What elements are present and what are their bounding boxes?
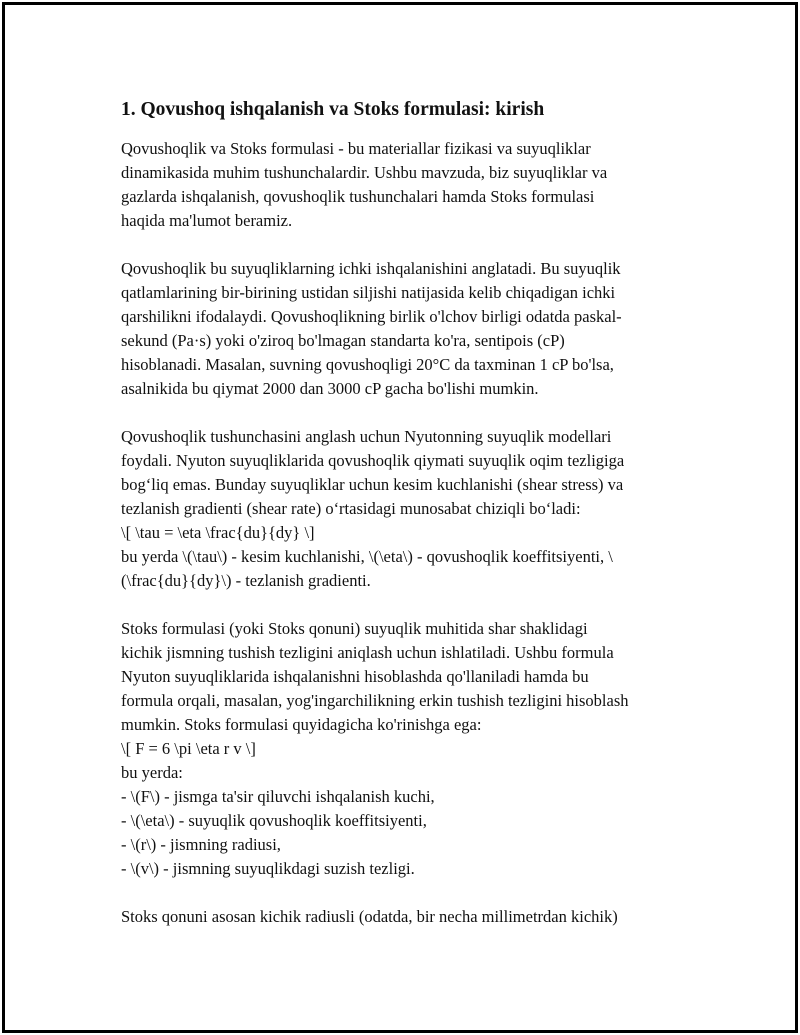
text-line: Qovushoqlik tushunchasini anglash uchun Nyutonning suyuqlik modellari xyxy=(121,427,612,446)
text-line: (\frac{du}{dy}\) - tezlanish gradienti. xyxy=(121,571,371,590)
text-line: \[ \tau = \eta \frac{du}{dy} \] xyxy=(121,523,315,542)
text-line: qarshilikni ifodalaydi. Qovushoqlikning birlik o'lchov birligi odatda paskal- xyxy=(121,307,622,326)
paragraph-1 xyxy=(121,137,696,233)
text-line: foydali. Nyuton suyuqliklarida qovushoqlik qiymati suyuqlik oqim tezligiga xyxy=(121,451,625,470)
text-line: gazlarda ishqalanish, qovushoqlik tushunchalari hamda Stoks formulasi xyxy=(121,187,595,206)
text-line: Qovushoqlik va Stoks formulasi - bu materiallar fizikasi va suyuqliklar xyxy=(121,139,591,158)
paragraph-4 xyxy=(121,617,696,881)
text-line: tezlanish gradienti (shear rate) o‘rtasidagi munosabat chiziqli bo‘ladi: xyxy=(121,499,581,518)
page-frame xyxy=(2,2,798,1033)
text-line: kichik jismning tushish tezligini aniqlash uchun ishlatiladi. Ushbu formula xyxy=(121,643,614,662)
text-line: qatlamlarining bir-birining ustidan siljishi natijasida kelib chiqadigan ichki xyxy=(121,283,616,302)
text-line: dinamikasida muhim tushunchalardir. Ushbu mavzuda, biz suyuqliklar va xyxy=(121,163,608,182)
text-line: Qovushoqlik bu suyuqliklarning ichki ishqalanishini anglatadi. Bu suyuqlik xyxy=(121,259,621,278)
paragraph-5 xyxy=(121,905,696,929)
paragraph-2 xyxy=(121,257,696,401)
text-line: \[ F = 6 \pi \eta r v \] xyxy=(121,739,256,758)
text-line: formula orqali, masalan, yog'ingarchilikning erkin tushish tezligini hisoblash xyxy=(121,691,629,710)
document-title: 1. Qovushoq ishqalanish va Stoks formulasi: kirish xyxy=(121,99,545,120)
text-line: asalnikida bu qiymat 2000 dan 3000 cP gacha bo'lishi mumkin. xyxy=(121,379,539,398)
text-line: haqida ma'lumot beramiz. xyxy=(121,211,293,230)
text-line: - \(\eta\) - suyuqlik qovushoqlik koeffitsiyenti, xyxy=(121,811,427,830)
text-line: Stoks formulasi (yoki Stoks qonuni) suyuqlik muhitida shar shaklidagi xyxy=(121,619,588,638)
text-line: bog‘liq emas. Bunday suyuqliklar uchun kesim kuchlanishi (shear stress) va xyxy=(121,475,624,494)
text-line: Stoks qonuni asosan kichik radiusli (odatda, bir necha millimetrdan kichik) xyxy=(121,907,618,926)
text-line: - \(v\) - jismning suyuqlikdagi suzish tezligi. xyxy=(121,859,415,878)
paragraphs-container xyxy=(121,137,696,929)
text-line: bu yerda: xyxy=(121,763,183,782)
text-line: sekund (Pa·s) yoki o'ziroq bo'lmagan standarta ko'ra, sentipois (cP) xyxy=(121,331,565,350)
text-line: - \(r\) - jismning radiusi, xyxy=(121,835,281,854)
text-line: - \(F\) - jismga ta'sir qiluvchi ishqalanish kuchi, xyxy=(121,787,435,806)
document-body xyxy=(121,97,696,953)
text-line: mumkin. Stoks formulasi quyidagicha ko'rinishga ega: xyxy=(121,715,482,734)
text-line: Nyuton suyuqliklarida ishqalanishni hisoblashda qo'llaniladi hamda bu xyxy=(121,667,589,686)
paragraph-3 xyxy=(121,425,696,593)
text-line: bu yerda \(\tau\) - kesim kuchlanishi, \(\eta\) - qovushoqlik koeffitsiyenti, \ xyxy=(121,547,613,566)
text-line: hisoblanadi. Masalan, suvning qovushoqligi 20°C da taxminan 1 cP bo'lsa, xyxy=(121,355,614,374)
